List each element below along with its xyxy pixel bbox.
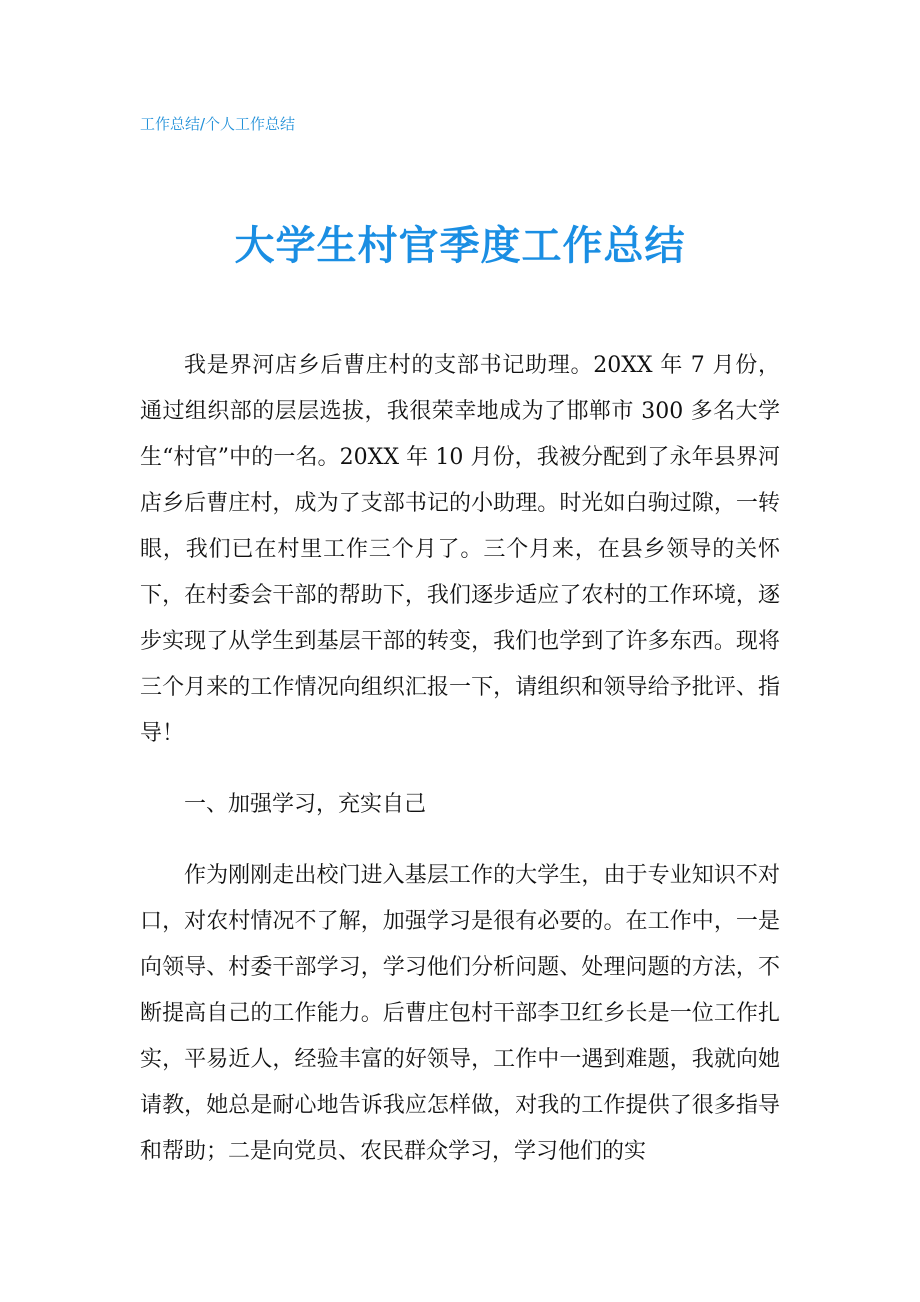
document-body: [140, 343, 780, 1200]
breadcrumb[interactable]: 工作总结/个人工作总结: [140, 115, 296, 133]
paragraph-intro: 我是界河店乡后曹庄村的支部书记助理。20XX 年 7 月份，通过组织部的层层选拔，我很荣幸地成为了邯郸市 300 多名大学生“村官”中的一名。20XX 年 10 月份，我被分配到了永年县界河店乡后曹庄村，成为了支部书记的小助理。时光如白驹过隙，一转眼，我们已在村里工作三个月了。三个月来，在县乡领导的关怀下，在村委会干部的帮助下，我们逐步适应了农村的工作环境，逐步实现了从学生到基层干部的转变，我们也学到了许多东西。现将三个月来的工作情况向组织汇报一下，请组织和领导给予批评、指导！: [140, 353, 780, 746]
section-heading: 一、加强学习，充实自己: [184, 792, 427, 817]
document-title: 大学生村官季度工作总结: [234, 223, 686, 269]
paragraph-study: 作为刚刚走出校门进入基层工作的大学生，由于专业知识不对口，对农村情况不了解，加强学习是很有必要的。在工作中，一是向领导、村委干部学习，学习他们分析问题、处理问题的方法，不断提高自己的工作能力。后曹庄包村干部李卫红乡长是一位工作扎实，平易近人，经验丰富的好领导，工作中一遇到难题，我就向她请教，她总是耐心地告诉我应怎样做，对我的工作提供了很多指导和帮助；二是向党员、农民群众学习，学习他们的实: [140, 863, 780, 1164]
